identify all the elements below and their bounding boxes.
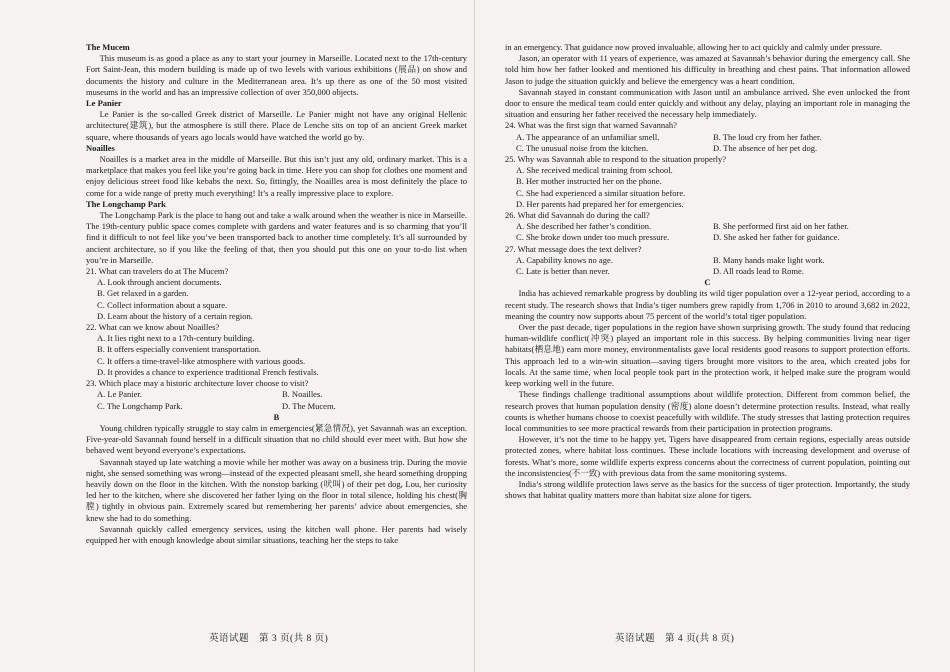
- body-paragraph: Savannah stayed in constant communication with Jason until an ambulance arrived. She even unlocked the front door to ensure the medical team could enter quickly and without any delay, playing an important role in managing the situation and ensuring her father received the necessary help immediately.: [505, 86, 910, 120]
- answer-option: D. All roads lead to Rome.: [713, 266, 804, 277]
- answer-option-row: [505, 143, 910, 154]
- answer-option: B. It offers especially convenient transportation.: [97, 344, 261, 355]
- answer-option: D. The Mucem.: [282, 400, 336, 411]
- page-4-footer: 英语试题 第 4 页(共 8 页): [615, 634, 735, 644]
- body-paragraph: However, it’s not the time to be happy yet. Tigers have disappeared from certain regions, especially areas outside protected zones, where habitat loss continues. These include locations with increasing development and overuse of forests. What’s more, some wildlife experts express concerns about the correctness of current population, pointing out the inconsistencies(不一致) with previous data from the same monitoring systems.: [505, 434, 910, 478]
- passage-label: C: [704, 277, 711, 288]
- question-stem: in an emergency. That guidance now proved invaluable, allowing her to act quickly and calmly under pressure.: [505, 42, 883, 52]
- answer-option: C. Late is better than never.: [516, 266, 610, 277]
- answer-option: A. Look through ancient documents.: [97, 277, 222, 288]
- answer-option: B. Her mother instructed her on the phone.: [516, 176, 662, 187]
- question-stem: 23. Which place may a historic architecture lover choose to visit?: [86, 378, 309, 389]
- answer-option: D. The absence of her pet dog.: [713, 142, 818, 153]
- question-stem: 22. What can we know about Noailles?: [86, 322, 220, 333]
- question-stem: 27. What message does the text deliver?: [505, 243, 642, 254]
- question-stem: 25. Why was Savannah able to respond to the situation properly?: [505, 154, 727, 165]
- section-heading: The Mucem: [86, 42, 130, 52]
- body-paragraph: This museum is as good a place as any to start your journey in Marseille. Located next to the 17th-century Fort Saint-Jean, this modern building is made up of two levels with various exhibitions (展品) on show and documents the history and culture in the Mediterranean area. It’s up there as one of the 50 most visited museums in the world and has an impressive collection of over 350,000 objects.: [86, 53, 467, 97]
- answer-option: D. Her parents had prepared her for emergencies.: [516, 198, 684, 209]
- body-paragraph: Jason, an operator with 11 years of experience, was amazed at Savannah’s behavior during the emergency call. She told him how her father looked and mentioned his difficulty in breathing and chest pains. That information allowed Jason to judge the situation quickly and believe the emergency was a heart condition.: [505, 53, 910, 86]
- body-paragraph: Noailles is a market area in the middle of Marseille. But this isn’t just any old, ordinary market. This is a marketplace that makes you feel like you’re going back in time. Here you can shop for clothes one moment and enjoy delicious street food like kebabs the next. So, fittingly, the Noailles area is most definitely the place to come for a wide range of pretty much everything! It’s a really impressive place to explore.: [86, 154, 467, 198]
- page-4: [475, 0, 950, 672]
- answer-option: C. It offers a time-travel-like atmosphere with various goods.: [97, 355, 306, 366]
- answer-option: A. Le Panier.: [97, 389, 142, 400]
- answer-option: D. Learn about the history of a certain region.: [97, 310, 253, 321]
- answer-option: D. It provides a chance to experience traditional French festivals.: [97, 366, 319, 377]
- answer-option-row: [86, 389, 467, 400]
- body-paragraph: Savannah stayed up late watching a movie while her mother was away on a business trip. During the movie night, she sensed something was wrong—instead of the expected pleasant smell, she heard something dropping heavily down on the floor in the kitchen. With the nonstop barking (吠叫) of their pet dog, Lou, her curiosity led her to the kitchen, where she discovered her father lying on the floor in total silence, holding his chest(胸膛) tightly in obvious pain. Extremely scared but remembering her parents’ advice about emergencies, she knew she had to do something.: [86, 456, 467, 523]
- body-paragraph: India’s strong wildlife protection laws serve as the basics for the success of tiger protection. Importantly, the study shows that habitat quality matters more than habitat size alone for tigers.: [505, 478, 910, 501]
- question-stem: 24. What was the first sign that warned Savannah?: [505, 120, 677, 131]
- body-paragraph: Young children typically struggle to stay calm in emergencies(紧急情况), yet Savannah was an exception. Five-year-old Savannah found herself in a difficult situation that no child should ever meet with. But how she behaved went beyond everyone’s expectations.: [86, 422, 467, 456]
- section-heading: Le Panier: [86, 98, 122, 109]
- answer-option-row: [505, 232, 910, 243]
- answer-option: A. She received medical training from school.: [516, 165, 673, 176]
- answer-option: C. She had experienced a similar situation before.: [516, 187, 686, 198]
- section-heading: Noailles: [86, 142, 115, 153]
- body-paragraph: India has achieved remarkable progress by doubling its wild tiger population over a 12-year period, according to a recent study. The research shows that India’s tiger numbers grew rapidly from 1,706 in 2010 to around 3,682 in 2022, meaning the country now supports about 75 percent of the world’s total tiger population.: [505, 288, 910, 321]
- answer-option: C. The Longchamp Park.: [97, 400, 183, 411]
- answer-option-row: [505, 266, 910, 277]
- question-stem: 26. What did Savannah do during the call?: [505, 210, 650, 221]
- body-paragraph: Savannah quickly called emergency services, using the kitchen wall phone. Her parents had wisely equipped her with enough knowledge about similar situations, teaching her the steps to take: [86, 523, 467, 545]
- answer-option-row: [86, 401, 467, 412]
- answer-option: C. Collect information about a square.: [97, 299, 228, 310]
- answer-option-row: [505, 255, 910, 266]
- answer-option: B. Many hands make light work.: [713, 254, 825, 265]
- answer-option: B. Get relaxed in a garden.: [97, 288, 189, 299]
- answer-option: B. Noailles.: [282, 389, 323, 400]
- answer-option: B. The loud cry from her father.: [713, 131, 822, 142]
- page-3-footer: 英语试题 第 3 页(共 8 页): [209, 634, 329, 644]
- page-3-text-column: [86, 42, 467, 546]
- answer-option: B. She performed first aid on her father.: [713, 221, 849, 232]
- answer-option: A. She described her father’s condition.: [516, 221, 652, 232]
- answer-option-row: [505, 132, 910, 143]
- answer-option: A. Capability knows no age.: [516, 254, 613, 265]
- answer-option: A. It lies right next to a 17th-century building.: [97, 333, 255, 344]
- question-stem: 21. What can travelers do at The Mucem?: [86, 266, 229, 277]
- answer-option-row: [505, 221, 910, 232]
- body-paragraph: The Longchamp Park is the place to hang out and take a walk around when the weather is nice in Marseille. The 19th-century public space comes complete with gardens and water features and is so charming that you’ll find it difficult to not feel like you’ve been transported back to another time completely. It’s all surrounded by ancient architecture, so if you like the feeling of that, then you should put this one on your to-do list when you’re in Marseille.: [86, 210, 467, 265]
- body-paragraph: Over the past decade, tiger populations in the region have shown surprising growth. The study found that reducing human-wildlife conflict(冲突) played an important role in this success. By helping communities living near tiger habitats(栖息地) earn more money, environmentalists gave local residents good reasons to support protection efforts. This approach led to a win-win situation—saving tigers brought more visitors to the area, which created jobs for locals. At the same time, when local people took part in the protection work, it helped make sure the program would keep working well in the future.: [505, 322, 910, 389]
- body-paragraph: These findings challenge traditional assumptions about wildlife protection. Different from common belief, the research proves that human population density (密度) alone doesn’t determine protection results. Instead, what really counts is whether humans choose to coexist peacefully with wildlife. The study stresses that lasting protection requires local communities to see more practical rewards from their participation in protection programs.: [505, 389, 910, 433]
- answer-option: C. The unusual noise from the kitchen.: [516, 142, 649, 153]
- answer-option: D. She asked her father for guidance.: [713, 232, 840, 243]
- passage-label: B: [273, 411, 280, 422]
- answer-option: A. The appearance of an unfamiliar smell.: [516, 131, 660, 142]
- section-heading: The Longchamp Park: [86, 198, 166, 209]
- answer-option: C. She broke down under too much pressure.: [516, 232, 670, 243]
- body-paragraph: Le Panier is the so-called Greek district of Marseille. Le Panier might not have any original Hellenic architecture(建筑), but the atmosphere is still there. Place de Lenche sits on top of an ancient Greek market square, where thousands of years ago locals would have watched the world go by.: [86, 109, 467, 142]
- page-4-text-column: [505, 42, 910, 501]
